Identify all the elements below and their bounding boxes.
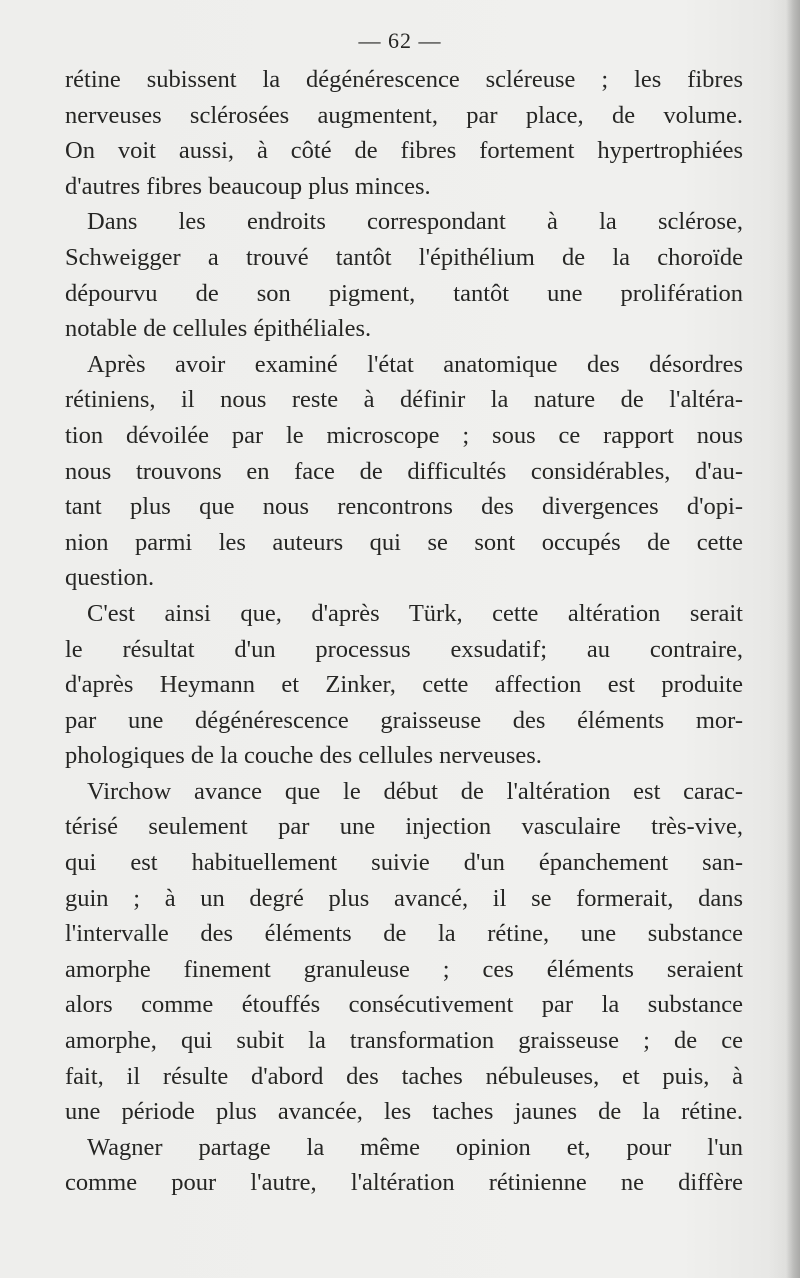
text-line: nion parmi les auteurs qui se sont occupés de cette [65, 528, 743, 556]
text-line: guin ; à un degré plus avancé, il se formerait, dans [65, 884, 743, 912]
text-line: rétine subissent la dégénérescence scléreuse ; les fibres [65, 66, 743, 93]
text-line: le résultat d'un processus exsudatif; au contraire, [65, 635, 743, 663]
text-line: notable de cellules épithéliales. [65, 315, 372, 343]
text-line: une période plus avancée, les taches jaunes de la rétine. [65, 1098, 743, 1126]
text-line: par une dégénérescence graisseuse des éléments mor- [65, 706, 743, 734]
text-line: question. [65, 564, 155, 592]
text-line: phologiques de la couche des cellules nerveuses. [65, 742, 542, 770]
text-line: térisé seulement par une injection vasculaire très-vive, [65, 813, 743, 841]
text-line: qui est habituellement suivie d'un épanchement san- [65, 849, 743, 877]
text-line: Schweigger a trouvé tantôt l'épithélium de la choroïde [65, 243, 743, 271]
text-line: Après avoir examiné l'état anatomique des désordres [87, 350, 743, 378]
text-line: tion dévoilée par le microscope ; sous ce rapport nous [65, 421, 743, 449]
text-line: l'intervalle des éléments de la rétine, une substance [65, 920, 743, 948]
text-line: fait, il résulte d'abord des taches nébuleuses, et puis, à [65, 1062, 743, 1090]
text-line: dépourvu de son pigment, tantôt une prolifération [65, 279, 743, 307]
text-line: comme pour l'autre, l'altération rétinienne ne diffère [65, 1169, 743, 1197]
text-line: Wagner partage la même opinion et, pour l'un [87, 1133, 743, 1161]
text-line: alors comme étouffés consécutivement par la substance [65, 991, 743, 1019]
body-text [65, 62, 743, 1201]
page-edge-shadow [786, 0, 800, 1278]
text-line: d'autres fibres beaucoup plus minces. [65, 172, 431, 200]
page-number: — 62 — [358, 28, 442, 53]
text-line: amorphe finement granuleuse ; ces éléments seraient [65, 955, 743, 983]
text-line: Dans les endroits correspondant à la sclérose, [87, 208, 743, 236]
text-line: rétiniens, il nous reste à définir la nature de l'altéra- [65, 386, 743, 414]
text-line: nerveuses sclérosées augmentent, par place, de volume. [65, 101, 743, 129]
text-line: Virchow avance que le début de l'altération est carac- [87, 777, 743, 805]
text-line: amorphe, qui subit la transformation graisseuse ; de ce [65, 1027, 743, 1055]
text-line: C'est ainsi que, d'après Türk, cette altération serait [87, 599, 743, 627]
text-line: tant plus que nous rencontrons des divergences d'opi- [65, 493, 743, 521]
text-line: d'après Heymann et Zinker, cette affection est produite [65, 671, 743, 699]
text-line: On voit aussi, à côté de fibres fortement hypertrophiées [65, 137, 743, 165]
text-line: nous trouvons en face de difficultés considérables, d'au- [65, 457, 743, 485]
